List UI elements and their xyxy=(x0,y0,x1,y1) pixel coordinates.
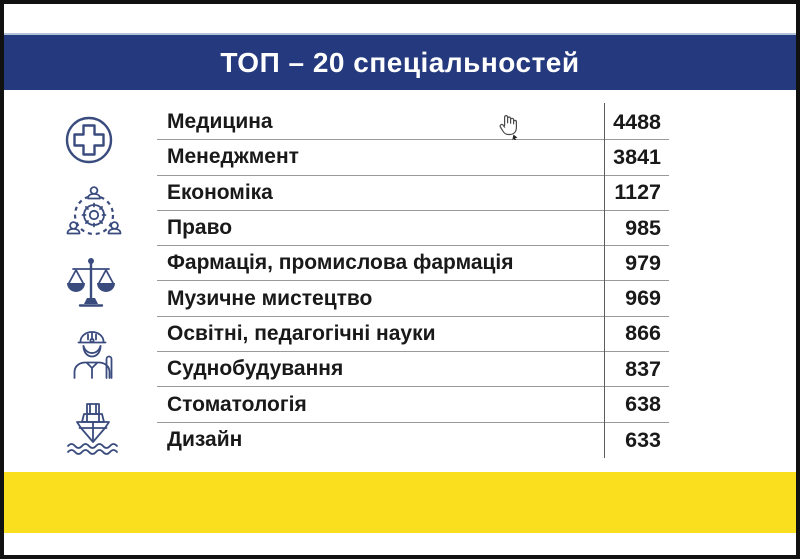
specialty-label: Фармація, промислова фармація xyxy=(167,251,514,275)
table-row xyxy=(157,211,669,246)
justice-scales-icon xyxy=(64,256,118,310)
table-row xyxy=(157,105,669,140)
specialty-count: 837 xyxy=(625,356,661,381)
specialty-count: 985 xyxy=(625,215,661,240)
ship-icon xyxy=(64,400,122,458)
bottom-white-strip xyxy=(4,533,796,555)
column-divider xyxy=(604,103,605,458)
header-bar xyxy=(4,33,796,90)
specialty-count: 633 xyxy=(625,427,661,452)
specialty-label: Дизайн xyxy=(167,428,243,452)
hand-cursor-icon xyxy=(496,112,520,140)
specialty-count: 969 xyxy=(625,286,661,311)
table-row xyxy=(157,317,669,352)
specialties-table xyxy=(157,105,669,458)
specialty-label: Суднобудування xyxy=(167,357,344,381)
yellow-accent-bar xyxy=(4,472,796,533)
table-row xyxy=(157,423,669,458)
medicine-cross-icon xyxy=(63,114,115,166)
specialty-label: Освітні, педагогічні науки xyxy=(167,321,436,345)
specialty-label: Медицина xyxy=(167,110,273,134)
page-title: ТОП – 20 спеціальностей xyxy=(220,46,580,78)
table-row xyxy=(157,246,669,281)
table-row xyxy=(157,387,669,422)
top-white-strip xyxy=(4,4,796,33)
specialty-count: 866 xyxy=(625,321,661,346)
specialty-label: Економіка xyxy=(167,180,273,204)
specialty-label: Стоматологія xyxy=(167,392,307,416)
table-row xyxy=(157,140,669,175)
table-row xyxy=(157,352,669,387)
table-row xyxy=(157,176,669,211)
specialty-count: 4488 xyxy=(613,109,661,134)
content-area xyxy=(4,90,796,472)
table-row xyxy=(157,281,669,316)
specialty-count: 1127 xyxy=(614,180,661,205)
specialty-count: 979 xyxy=(625,250,661,275)
specialty-count: 638 xyxy=(625,392,661,417)
specialty-label: Право xyxy=(167,216,233,240)
specialty-label: Менеджмент xyxy=(167,145,299,169)
engineer-worker-icon xyxy=(66,326,120,380)
specialty-count: 3841 xyxy=(613,144,661,169)
management-gear-people-icon xyxy=(66,184,122,240)
specialty-label: Музичне мистецтво xyxy=(167,286,373,310)
